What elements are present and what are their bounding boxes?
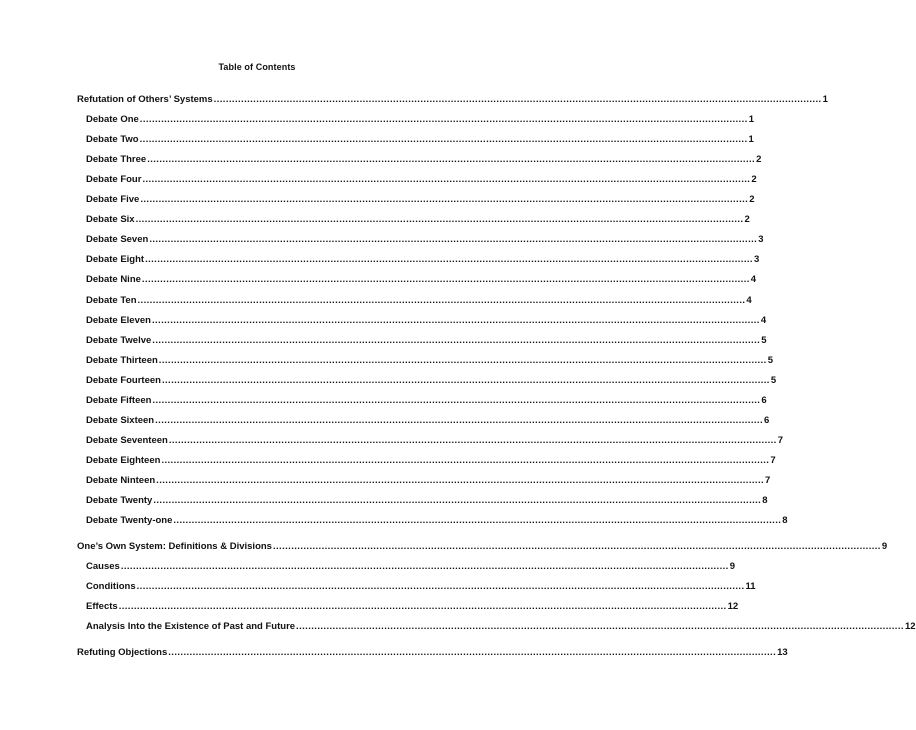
dot-leader: ........................................................................................................................................................................................................ <box>136 581 745 593</box>
toc-page-number: 12 <box>727 601 739 613</box>
dot-leader: ........................................................................................................................................................................................................ <box>149 234 758 246</box>
toc-subentry <box>86 621 916 633</box>
toc-entry-label: Debate Fifteen <box>86 394 152 406</box>
toc-entry-label: Debate Eleven <box>86 314 151 326</box>
toc-subentry <box>86 214 750 226</box>
dot-leader: ........................................................................................................................................................................................................ <box>152 334 761 346</box>
toc-page-number: 7 <box>770 454 776 466</box>
dot-leader: ........................................................................................................................................................................................................ <box>296 621 904 633</box>
toc-page-number: 5 <box>770 374 777 386</box>
toc-subentry <box>86 434 784 447</box>
toc-entry-label: Debate Nine <box>86 274 141 286</box>
toc-entry-label: Debate Four <box>86 174 142 186</box>
toc-page-number: 2 <box>744 214 750 226</box>
toc-entry-label: Effects <box>86 601 118 613</box>
toc-entry-label: Debate Seventeen <box>86 434 168 446</box>
dot-leader: ........................................................................................................................................................................................................ <box>120 561 729 573</box>
toc-page-number: 4 <box>750 274 757 286</box>
toc-subentry <box>86 234 764 246</box>
toc-subentry <box>86 134 754 146</box>
toc-page-number: 13 <box>777 647 788 659</box>
toc-entry-label: Debate Two <box>86 134 139 146</box>
toc-entry-label: Debate One <box>86 114 139 126</box>
toc-section-entry <box>77 647 788 659</box>
toc-page-number: 2 <box>756 154 762 166</box>
dot-leader: ........................................................................................................................................................................................................ <box>140 194 749 206</box>
toc-subentry <box>86 601 739 613</box>
toc-subentry <box>86 474 771 487</box>
toc-page-number: 6 <box>761 394 767 406</box>
toc-subentry <box>86 454 776 467</box>
toc-page-number: 8 <box>762 495 768 506</box>
dot-leader: ........................................................................................................................................................................................................ <box>151 314 760 326</box>
toc-page-number: 9 <box>881 541 888 553</box>
dot-leader: ........................................................................................................................................................................................................ <box>161 374 770 386</box>
toc-subentry <box>86 254 760 266</box>
toc-entry-label: Debate Eight <box>86 254 145 266</box>
toc-page-number: 3 <box>753 254 760 266</box>
toc-section-entry <box>77 541 888 553</box>
toc-page-number: 2 <box>751 174 757 186</box>
dot-leader: ........................................................................................................................................................................................................ <box>168 434 777 446</box>
toc-page-number: 7 <box>765 474 771 486</box>
toc-page-number: 2 <box>749 194 755 206</box>
toc-subentry <box>86 354 773 367</box>
toc-entry-label: Debate Six <box>86 214 135 226</box>
dot-leader: ........................................................................................................................................................................................................ <box>155 414 764 426</box>
toc-entry-label: Debate Seven <box>86 234 149 246</box>
toc-entry-label: Causes <box>86 561 120 573</box>
toc-page-number: 11 <box>745 581 756 593</box>
toc-page-number: 1 <box>748 134 754 146</box>
toc-entry-label: Debate Ninteen <box>86 474 156 486</box>
dot-leader: ........................................................................................................................................................................................................ <box>173 515 782 527</box>
dot-leader: ........................................................................................................................................................................................................ <box>161 454 770 466</box>
dot-leader: ........................................................................................................................................................................................................ <box>145 254 753 266</box>
dot-leader: ........................................................................................................................................................................................................ <box>137 294 746 306</box>
toc-subentry <box>86 374 777 387</box>
toc-page-number: 8 <box>782 515 788 527</box>
toc-subentry <box>86 314 767 327</box>
toc-entry-label: Debate Fourteen <box>86 374 161 386</box>
toc-entry-label: Debate Sixteen <box>86 414 155 426</box>
toc-entry-label: Debate Twelve <box>86 334 152 346</box>
toc-subentry <box>86 515 788 527</box>
toc-page-number: 12 <box>904 621 916 633</box>
dot-leader: ........................................................................................................................................................................................................ <box>141 274 750 286</box>
toc-subentry <box>86 561 735 573</box>
toc-entry-label: One’s Own System: Definitions & Divisions <box>77 541 272 553</box>
toc-subentry <box>86 394 767 407</box>
toc-page-number: 4 <box>746 294 752 306</box>
toc-entry-label: Debate Twenty <box>86 495 153 506</box>
dot-leader: ........................................................................................................................................................................................................ <box>118 601 727 613</box>
dot-leader: ........................................................................................................................................................................................................ <box>139 114 748 126</box>
toc-page-number: 7 <box>777 434 784 446</box>
dot-leader: ........................................................................................................................................................................................................ <box>156 474 765 486</box>
dot-leader: ........................................................................................................................................................................................................ <box>168 647 777 659</box>
toc-subentry <box>86 495 768 507</box>
dot-leader: ........................................................................................................................................................................................................ <box>213 94 822 105</box>
toc-entry-label: Debate Three <box>86 154 147 166</box>
toc-subentry <box>86 294 752 307</box>
toc-subentry <box>86 114 754 126</box>
toc-page-number: 9 <box>729 561 735 573</box>
toc-section-entry <box>77 94 828 106</box>
toc-entry-label: Debate Ten <box>86 294 137 306</box>
toc-entry-label: Refuting Objections <box>77 647 168 659</box>
toc-entry-label: Debate Twenty-one <box>86 515 173 527</box>
toc-entry-label: Refutation of Others’ Systems <box>77 94 213 105</box>
dot-leader: ........................................................................................................................................................................................................ <box>152 394 761 406</box>
toc-subentry <box>86 154 762 166</box>
dot-leader: ........................................................................................................................................................................................................ <box>135 214 744 226</box>
dot-leader: ........................................................................................................................................................................................................ <box>153 495 762 506</box>
toc-page-number: 3 <box>758 234 764 246</box>
toc-page-number: 4 <box>760 314 767 326</box>
toc-entry-label: Debate Eighteen <box>86 454 161 466</box>
toc-page-number: 5 <box>761 334 767 346</box>
toc-page-number: 1 <box>822 94 828 105</box>
dot-leader: ........................................................................................................................................................................................................ <box>147 154 756 166</box>
toc-subentry <box>86 174 757 186</box>
toc-page-number: 1 <box>748 114 754 126</box>
toc-subentry <box>86 194 755 206</box>
dot-leader: ........................................................................................................................................................................................................ <box>142 174 751 186</box>
toc-page-number: 6 <box>764 414 770 426</box>
toc-entry-label: Conditions <box>86 581 136 593</box>
toc-subentry <box>86 414 770 427</box>
toc-subentry <box>86 334 767 347</box>
dot-leader: ........................................................................................................................................................................................................ <box>272 541 881 553</box>
toc-entry-label: Debate Thirteen <box>86 354 158 366</box>
toc-page-number: 5 <box>767 354 773 366</box>
toc-title: Table of Contents <box>218 62 296 72</box>
toc-entry-label: Debate Five <box>86 194 140 206</box>
toc-subentry <box>86 274 757 286</box>
dot-leader: ........................................................................................................................................................................................................ <box>139 134 748 146</box>
toc-entry-label: Analysis Into the Existence of Past and Future <box>86 621 296 633</box>
toc-subentry <box>86 581 756 593</box>
dot-leader: ........................................................................................................................................................................................................ <box>158 354 767 366</box>
